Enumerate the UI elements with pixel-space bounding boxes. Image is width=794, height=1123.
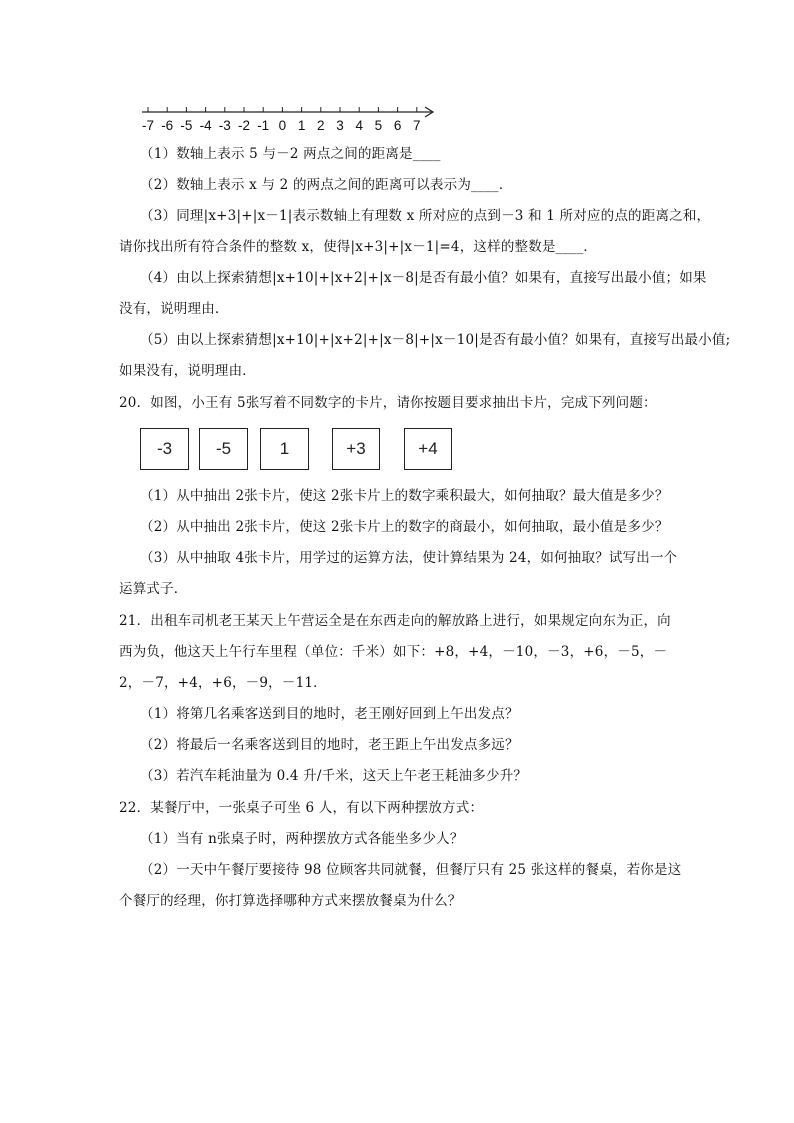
q22-part1: （1）当有 n张桌子时，两种摆放方式各能坐多少人？ [140,831,464,847]
number-line-label: -4 [199,118,212,133]
q19-part2: （2）数轴上表示 x 与 2 的两点之间的距离可以表示为____． [140,177,513,193]
q20-stem: 20．如图，小王有 5张写着不同数字的卡片，请你按题目要求抽出卡片，完成下列问题： [119,395,657,411]
number-line [138,100,438,136]
number-line-label: 2 [317,118,325,133]
card-3: 1 [260,428,309,470]
q20-part3-line2: 运算式子． [119,581,188,597]
q21-stem-line2: 西为负，他这天上午行车里程（单位：千米）如下：+8，+4，－10，－3，+6，－5，－ [119,644,668,660]
q22-stem: 22．某餐厅中，一张桌子可坐 6 人，有以下两种摆放方式： [119,800,484,816]
number-line-label: 7 [413,118,421,133]
q22-part2-line1: （2）一天中午餐厅要接待 98 位顾客共同就餐，但餐厅只有 25 张这样的餐桌，若你是这 [140,862,682,878]
number-line-label: -6 [161,118,174,133]
q22-part2-line2: 个餐厅的经理，你打算选择哪种方式来摆放餐桌为什么？ [119,893,462,909]
q19-part3-line1: （3）同理|x+3|+|x－1|表示数轴上有理数 x 所对应的点到－3 和 1 所对应的点的距离之和， [140,208,711,224]
card-1: -3 [140,428,189,470]
q19-part5-line1: （5）由以上探索猜想|x+10|+|x+2|+|x－8|+|x－10|是否有最小值？如果有，直接写出最小值; [140,332,731,348]
number-line-label: -3 [218,118,231,133]
q21-part3: （3）若汽车耗油量为 0.4 升/千米，这天上午老王耗油多少升？ [140,768,528,784]
q20-part2: （2）从中抽出 2张卡片，使这 2张卡片上的数字的商最小，如何抽取，最小值是多少？ [140,519,669,535]
q21-part2: （2）将最后一名乘客送到目的地时，老王距上午出发点多远？ [140,737,519,753]
q21-part1: （1）将第几名乘客送到目的地时，老王刚好回到上午出发点？ [140,706,519,722]
q19-part4-line1: （4）由以上探索猜想|x+10|+|x+2|+|x－8|是否有最小值？如果有，直接写出最小值；如果 [140,270,707,286]
number-line-label: -1 [257,118,270,133]
number-line-label: -7 [141,118,155,133]
q20-part3-line1: （3）从中抽取 4张卡片，用学过的运算方法，使计算结果为 24，如何抽取？试写出一个 [140,550,678,566]
card-5: +4 [404,428,452,470]
number-line-label: 4 [355,118,363,133]
card-2: -5 [199,428,248,470]
number-line-label: -5 [180,118,193,133]
number-line-label: 6 [393,118,402,133]
q19-part5-line2: 如果没有，说明理由． [119,363,256,379]
number-line-label: 0 [278,118,287,133]
number-line-label: 1 [297,118,306,133]
q21-stem-line1: 21．出租车司机老王某天上午营运全是在东西走向的解放路上进行，如果规定向东为正，向 [119,613,671,629]
q19-part1: （1）数轴上表示 5 与－2 两点之间的距离是____ [140,146,441,162]
q20-part1: （1）从中抽出 2张卡片，使这 2张卡片上的数字乘积最大，如何抽取？最大值是多少？ [140,488,669,504]
number-line-label: -2 [237,118,251,133]
q19-part3-line2: 请你找出所有符合条件的整数 x，使得|x+3|+|x－1|=4，这样的整数是____． [119,239,598,255]
q21-stem-line3: 2，－7，+4，+6，－9，－11． [119,675,327,691]
q19-part4-line2: 没有，说明理由． [119,301,229,317]
number-line-label: 5 [374,118,383,133]
number-line-label: 3 [336,118,344,133]
card-4: +3 [332,428,380,470]
